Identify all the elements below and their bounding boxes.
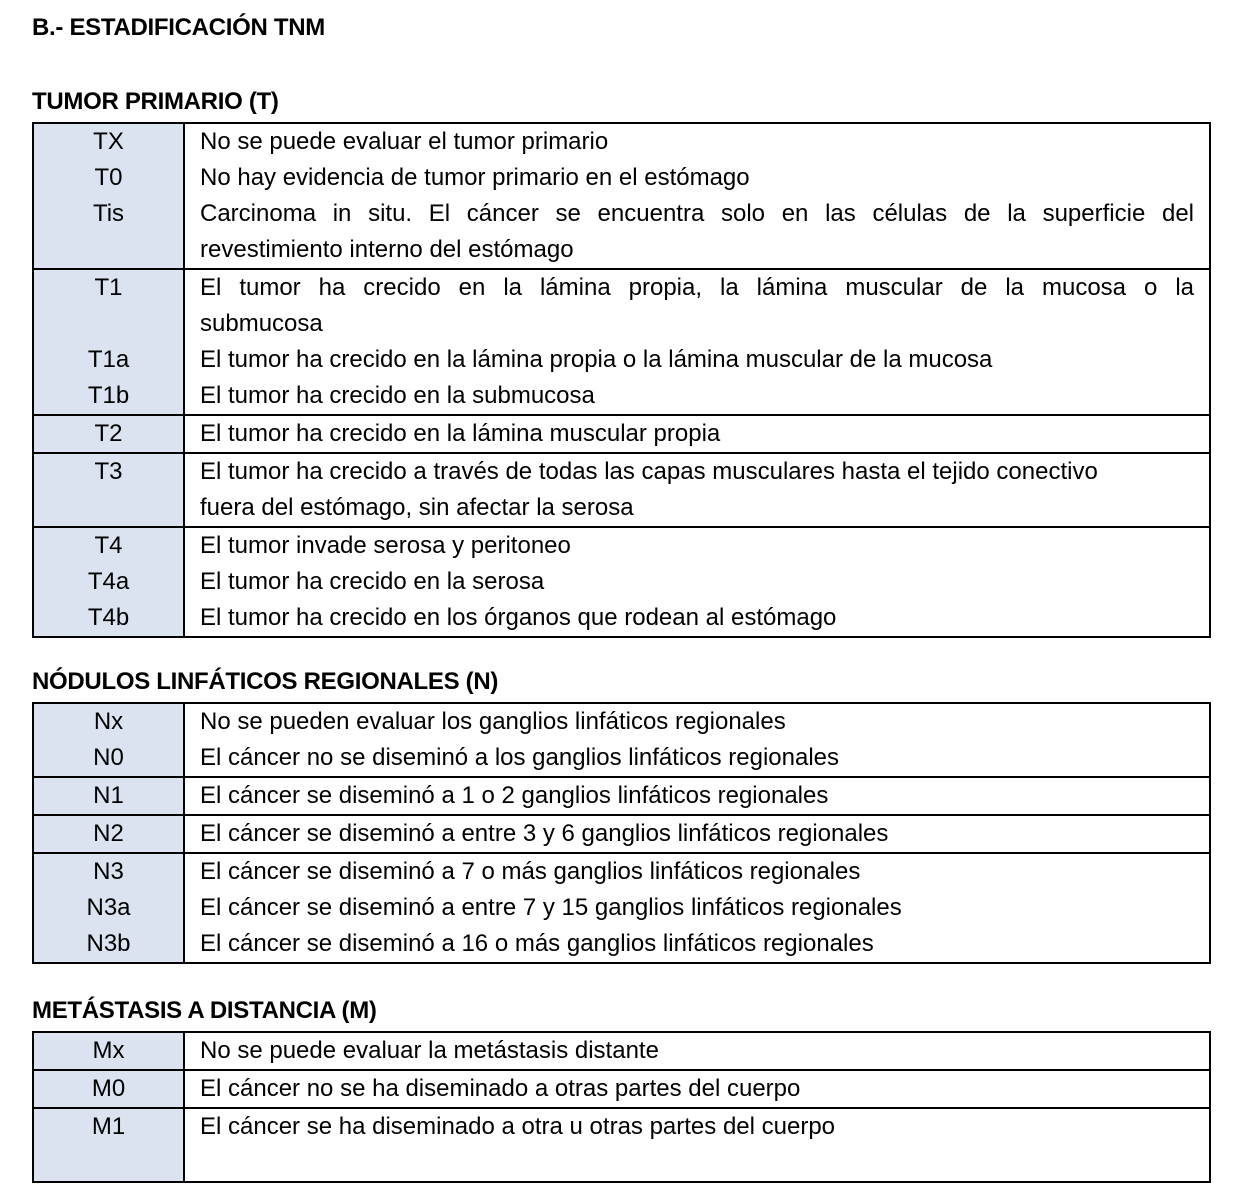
stage-description: El tumor ha crecido en la lámina propia, la lámina muscular de la mucosa o la [200, 274, 1194, 301]
stage-code: T4b [87, 604, 130, 631]
table-row [33, 1108, 1210, 1182]
stage-codes-cell [33, 269, 184, 415]
stage-code: M1 [91, 1113, 126, 1140]
stage-description: No se puede evaluar la metástasis distante [200, 1037, 659, 1064]
stage-codes-cell [33, 415, 184, 453]
stage-description: El cáncer se ha diseminado a otra u otras partes del cuerpo [200, 1113, 836, 1140]
stage-description: fuera del estómago, sin afectar la serosa [200, 494, 634, 521]
stage-code: Nx [93, 708, 124, 735]
stage-description: No hay evidencia de tumor primario en el estómago [200, 164, 750, 191]
stage-description: El tumor ha crecido en los órganos que rodean al estómago [200, 604, 837, 631]
stage-description-cell [184, 527, 1210, 637]
stage-codes-cell [33, 777, 184, 815]
stage-description: El tumor ha crecido a través de todas las capas musculares hasta el tejido conectivo [200, 458, 1098, 485]
stage-description: Carcinoma in situ. El cáncer se encuentra solo en las células de la superficie del [200, 200, 1194, 227]
stage-description: El tumor ha crecido en la lámina muscular propia [200, 420, 721, 447]
table-row [33, 415, 1210, 453]
stage-description: El tumor invade serosa y peritoneo [200, 532, 571, 559]
stage-description-cell [184, 1032, 1210, 1070]
stage-code: T4a [87, 568, 130, 595]
stage-description: No se pueden evaluar los ganglios linfáticos regionales [200, 708, 786, 735]
table-row [33, 703, 1210, 777]
table-row [33, 1032, 1210, 1070]
stage-description-cell [184, 777, 1210, 815]
table-row [33, 269, 1210, 415]
stage-description-cell [184, 453, 1210, 527]
table-row [33, 815, 1210, 853]
stage-description: El cáncer se diseminó a 16 o más ganglios linfáticos regionales [200, 930, 874, 957]
stage-description: El tumor ha crecido en la lámina propia o la lámina muscular de la mucosa [200, 346, 993, 373]
stage-description: El cáncer se diseminó a entre 3 y 6 ganglios linfáticos regionales [200, 820, 889, 847]
stage-code [34, 306, 183, 342]
table-row [33, 853, 1210, 963]
stage-code: N0 [93, 744, 124, 771]
stage-description-cell [184, 269, 1210, 415]
stage-description: El tumor ha crecido en la submucosa [200, 382, 595, 409]
stage-code: T4 [94, 532, 123, 559]
section-heading-m: METÁSTASIS A DISTANCIA (M) [32, 997, 377, 1024]
stage-codes-cell [33, 703, 184, 777]
stage-code: N3b [86, 930, 131, 957]
stage-codes-cell [33, 1108, 184, 1182]
stage-codes-cell [33, 527, 184, 637]
stage-code: T2 [94, 420, 123, 447]
stage-description: No se puede evaluar el tumor primario [200, 128, 609, 155]
stage-code: T0 [94, 164, 123, 191]
document-title: B.- ESTADIFICACIÓN TNM [32, 14, 325, 41]
stage-description-cell [184, 815, 1210, 853]
stage-description-cell [184, 703, 1210, 777]
stage-code: TX [93, 128, 124, 155]
stage-description: El cáncer se diseminó a 7 o más ganglios linfáticos regionales [200, 858, 861, 885]
table-t [32, 122, 1211, 638]
stage-description: El cáncer no se ha diseminado a otras partes del cuerpo [200, 1075, 801, 1102]
stage-code: Mx [92, 1037, 125, 1064]
stage-code: T1 [94, 274, 123, 301]
stage-code: M0 [91, 1075, 126, 1102]
stage-code: T1a [87, 346, 130, 373]
stage-description-cell [184, 1070, 1210, 1108]
stage-description-cell [184, 123, 1210, 269]
stage-code [34, 1145, 183, 1181]
table-row [33, 453, 1210, 527]
stage-codes-cell [33, 453, 184, 527]
stage-description: revestimiento interno del estómago [200, 236, 574, 263]
stage-codes-cell [33, 1070, 184, 1108]
stage-description-cell [184, 415, 1210, 453]
stage-description-cell [184, 853, 1210, 963]
stage-description: El tumor ha crecido en la serosa [200, 568, 545, 595]
stage-description-cell [184, 1108, 1210, 1182]
stage-codes-cell [33, 815, 184, 853]
stage-codes-cell [33, 853, 184, 963]
stage-code [34, 490, 183, 526]
stage-description: submucosa [200, 310, 323, 337]
section-heading-t: TUMOR PRIMARIO (T) [32, 88, 279, 115]
stage-code: N3 [93, 858, 124, 885]
stage-code: T3 [94, 458, 123, 485]
table-row [33, 777, 1210, 815]
stage-code: N3a [86, 894, 131, 921]
section-heading-n: NÓDULOS LINFÁTICOS REGIONALES (N) [32, 668, 499, 695]
table-row [33, 1070, 1210, 1108]
table-row [33, 527, 1210, 637]
stage-description: El cáncer no se diseminó a los ganglios linfáticos regionales [200, 744, 840, 771]
table-n [32, 702, 1211, 964]
stage-description: El cáncer se diseminó a 1 o 2 ganglios linfáticos regionales [200, 782, 829, 809]
stage-code: N2 [93, 820, 124, 847]
stage-description [200, 1145, 1194, 1181]
stage-code: T1b [87, 382, 130, 409]
stage-code: N1 [93, 782, 124, 809]
stage-code: Tis [92, 200, 125, 227]
table-row [33, 123, 1210, 269]
stage-description: El cáncer se diseminó a entre 7 y 15 ganglios linfáticos regionales [200, 894, 902, 921]
stage-codes-cell [33, 123, 184, 269]
table-m [32, 1031, 1211, 1183]
stage-codes-cell [33, 1032, 184, 1070]
stage-code [34, 232, 183, 268]
